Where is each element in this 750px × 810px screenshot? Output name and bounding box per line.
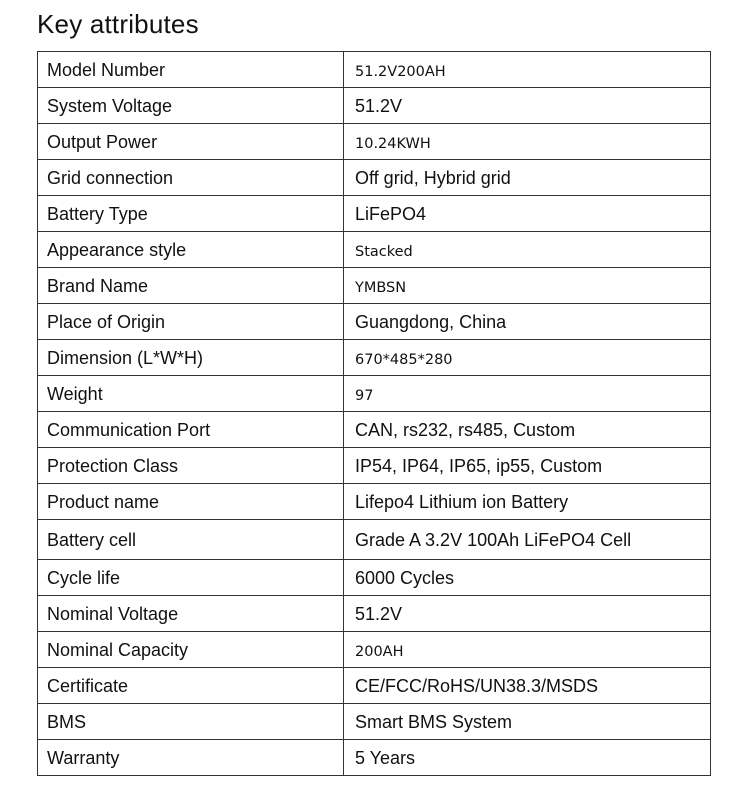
table-row <box>38 632 711 668</box>
attribute-label: Brand Name <box>38 268 344 304</box>
attribute-value: 5 Years <box>344 740 711 776</box>
attribute-label: Weight <box>38 376 344 412</box>
attribute-value: Stacked <box>344 232 711 268</box>
key-attributes-table <box>37 51 711 776</box>
attribute-value: 670*485*280 <box>344 340 711 376</box>
attribute-value: CE/FCC/RoHS/UN38.3/MSDS <box>344 668 711 704</box>
attribute-value: 97 <box>344 376 711 412</box>
attribute-value: 51.2V <box>344 596 711 632</box>
attribute-label: Appearance style <box>38 232 344 268</box>
table-row <box>38 160 711 196</box>
attribute-label: Cycle life <box>38 560 344 596</box>
page-title: Key attributes <box>37 9 199 39</box>
attribute-label: Output Power <box>38 124 344 160</box>
table-row <box>38 376 711 412</box>
table-row <box>38 196 711 232</box>
attribute-label: Certificate <box>38 668 344 704</box>
table-row <box>38 560 711 596</box>
attributes-table-body <box>38 52 711 776</box>
attribute-value: Lifepo4 Lithium ion Battery <box>344 484 711 520</box>
table-row <box>38 52 711 88</box>
attribute-value: YMBSN <box>344 268 711 304</box>
attribute-value: Smart BMS System <box>344 704 711 740</box>
attribute-label: Warranty <box>38 740 344 776</box>
attribute-value: CAN, rs232, rs485, Custom <box>344 412 711 448</box>
table-row <box>38 88 711 124</box>
attribute-label: Nominal Capacity <box>38 632 344 668</box>
table-row <box>38 520 711 560</box>
attribute-label: Protection Class <box>38 448 344 484</box>
attribute-label: Communication Port <box>38 412 344 448</box>
table-row <box>38 484 711 520</box>
attribute-label: Battery Type <box>38 196 344 232</box>
attribute-label: Nominal Voltage <box>38 596 344 632</box>
attribute-value: 200AH <box>344 632 711 668</box>
attribute-value: 51.2V <box>344 88 711 124</box>
attribute-value: 6000 Cycles <box>344 560 711 596</box>
attribute-value: IP54, IP64, IP65, ip55, Custom <box>344 448 711 484</box>
table-row <box>38 704 711 740</box>
table-row <box>38 740 711 776</box>
attribute-value: LiFePO4 <box>344 196 711 232</box>
attribute-value: Off grid, Hybrid grid <box>344 160 711 196</box>
table-row <box>38 268 711 304</box>
attribute-value: 51.2V200AH <box>344 52 711 88</box>
table-row <box>38 340 711 376</box>
table-row <box>38 232 711 268</box>
attribute-label: Battery cell <box>38 520 344 560</box>
attribute-label: Grid connection <box>38 160 344 196</box>
attribute-label: System Voltage <box>38 88 344 124</box>
attribute-label: Dimension (L*W*H) <box>38 340 344 376</box>
table-row <box>38 596 711 632</box>
table-row <box>38 668 711 704</box>
table-row <box>38 412 711 448</box>
table-row <box>38 448 711 484</box>
attribute-label: Place of Origin <box>38 304 344 340</box>
table-row <box>38 304 711 340</box>
attribute-value: Grade A 3.2V 100Ah LiFePO4 Cell <box>344 520 711 560</box>
attribute-label: Model Number <box>38 52 344 88</box>
attribute-label: BMS <box>38 704 344 740</box>
attribute-value: 10.24KWH <box>344 124 711 160</box>
attribute-value: Guangdong, China <box>344 304 711 340</box>
attribute-label: Product name <box>38 484 344 520</box>
table-row <box>38 124 711 160</box>
